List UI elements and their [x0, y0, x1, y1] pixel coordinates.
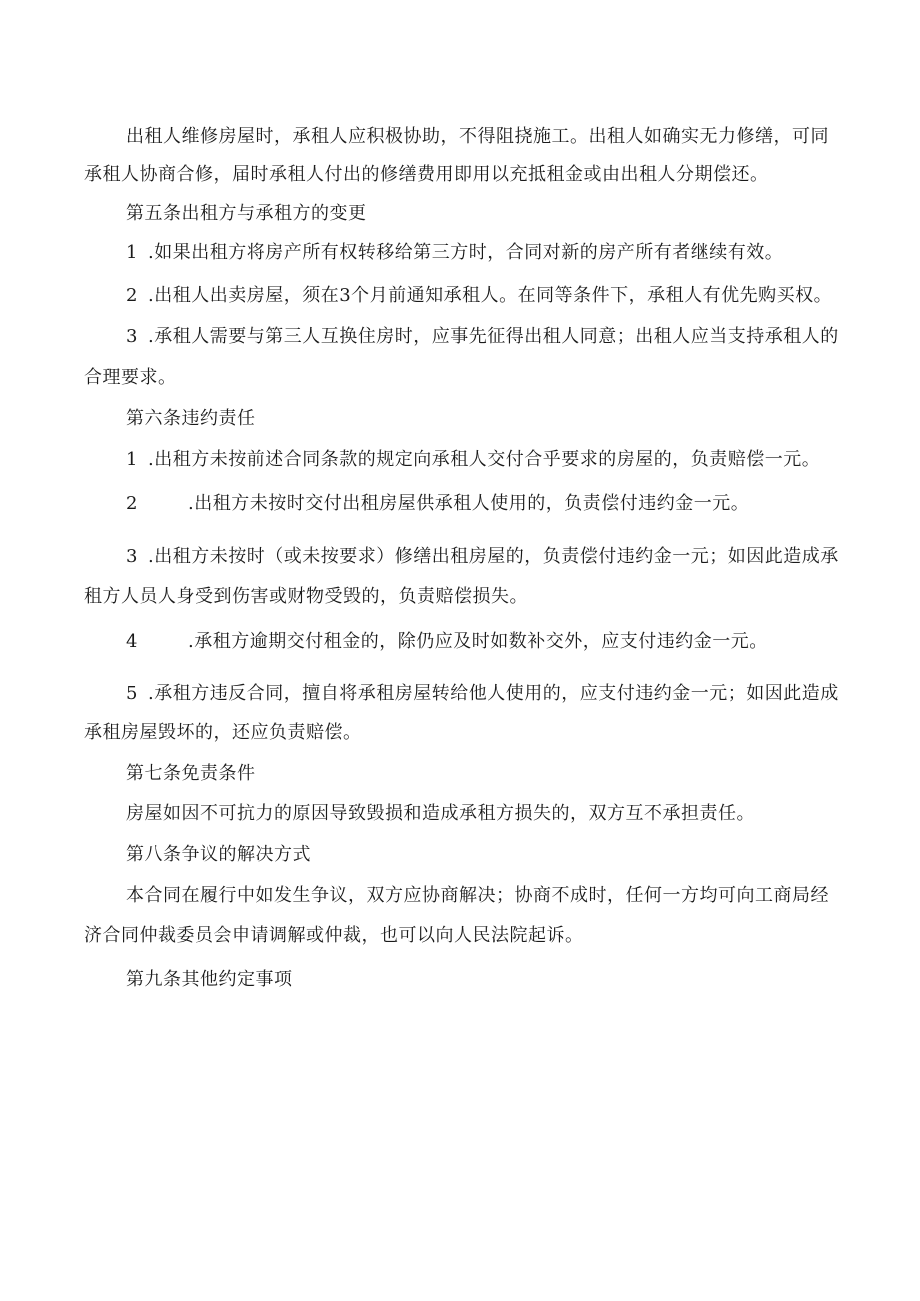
list-item [126, 492, 749, 516]
item-text: .出租方未按时（或未按要求）修缮出租房屋的，负责偿付违约金一元；如因此造成承 [148, 546, 839, 567]
list-item [126, 545, 839, 569]
item-text: .承租方违反合同，擅自将承租房屋转给他人使用的，应支付违约金一元；如因此造成 [148, 683, 839, 704]
list-item [126, 630, 768, 654]
item-text: .承租方逾期交付租金的，除仍应及时如数补交外，应支付违约金一元。 [188, 631, 768, 652]
item-number: 4 [126, 631, 138, 652]
item-text: .出租人出卖房屋，须在3个月前通知承租人。在同等条件下，承租人有优先购买权。 [148, 285, 833, 306]
article-9-heading: 第九条其他约定事项 [126, 969, 293, 990]
item-number: 1 [126, 242, 138, 263]
item-continuation: 合理要求。 [84, 367, 177, 388]
item-continuation: 承租房屋毁坏的，还应负责赔偿。 [84, 722, 362, 743]
article-6-heading: 第六条违约责任 [126, 408, 256, 429]
list-item [126, 325, 839, 349]
item-text: .出租方未按时交付出租房屋供承租人使用的，负责偿付违约金一元。 [188, 493, 750, 514]
article-8-heading: 第八条争议的解决方式 [126, 844, 311, 865]
paragraph-line: 本合同在履行中如发生争议，双方应协商解决；协商不成时，任何一方均可向工商局经 [126, 885, 829, 906]
item-number: 2 [126, 285, 138, 306]
article-5-heading: 第五条出租方与承租方的变更 [126, 203, 367, 224]
paragraph-line: 济合同仲裁委员会申请调解或仲裁，也可以向人民法院起诉。 [84, 925, 584, 946]
list-item [126, 284, 832, 308]
paragraph-line: 出租人维修房屋时，承租人应积极协助，不得阻挠施工。出租人如确实无力修缮，可同 [126, 126, 829, 147]
paragraph-line: 承租人协商合修，届时承租人付出的修缮费用即用以充抵租金或由出租人分期偿还。 [84, 164, 769, 185]
item-text: .如果出租方将房产所有权转移给第三方时，合同对新的房产所有者继续有效。 [148, 242, 784, 263]
item-number: 3 [126, 326, 138, 347]
item-number: 1 [126, 449, 138, 470]
list-item [126, 682, 839, 706]
item-number: 5 [126, 683, 138, 704]
item-text: .承租人需要与第三人互换住房时，应事先征得出租人同意；出租人应当支持承租人的 [148, 326, 839, 347]
item-number: 2 [126, 493, 138, 514]
list-item [126, 448, 820, 472]
item-text: .出租方未按前述合同条款的规定向承租人交付合乎要求的房屋的，负责赔偿一元。 [148, 449, 821, 470]
paragraph-line: 房屋如因不可抗力的原因导致毁损和造成承租方损失的，双方互不承担责任。 [126, 803, 755, 824]
list-item [126, 241, 783, 265]
article-7-heading: 第七条免责条件 [126, 763, 256, 784]
item-number: 3 [126, 546, 138, 567]
item-continuation: 租方人员人身受到伤害或财物受毁的，负责赔偿损失。 [84, 586, 528, 607]
